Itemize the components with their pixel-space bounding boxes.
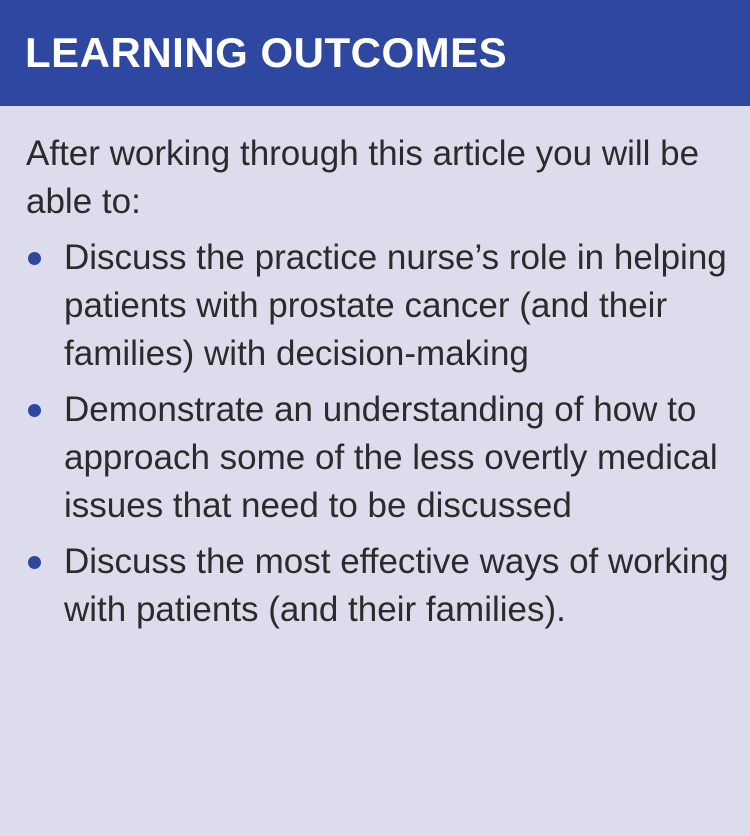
box-content	[0, 106, 750, 634]
intro-text: After working through this article you will be able to:	[26, 134, 700, 221]
outcome-text: Discuss the practice nurse’s role in helping patients with prostate cancer (and their families) with decision-making	[64, 238, 727, 373]
outcome-text: Demonstrate an understanding of how to approach some of the less overtly medical issues that need to be discussed	[64, 390, 718, 525]
outcome-item	[26, 234, 730, 378]
outcome-item	[26, 386, 730, 530]
outcome-text: Discuss the most effective ways of working with patients (and their families).	[64, 542, 729, 629]
bullet-icon	[28, 556, 41, 569]
outcomes-list	[26, 234, 730, 634]
outcome-item	[26, 538, 730, 634]
box-title: LEARNING OUTCOMES	[25, 29, 508, 76]
bullet-icon	[28, 404, 41, 417]
bullet-icon	[28, 252, 41, 265]
header-bar	[0, 0, 750, 106]
